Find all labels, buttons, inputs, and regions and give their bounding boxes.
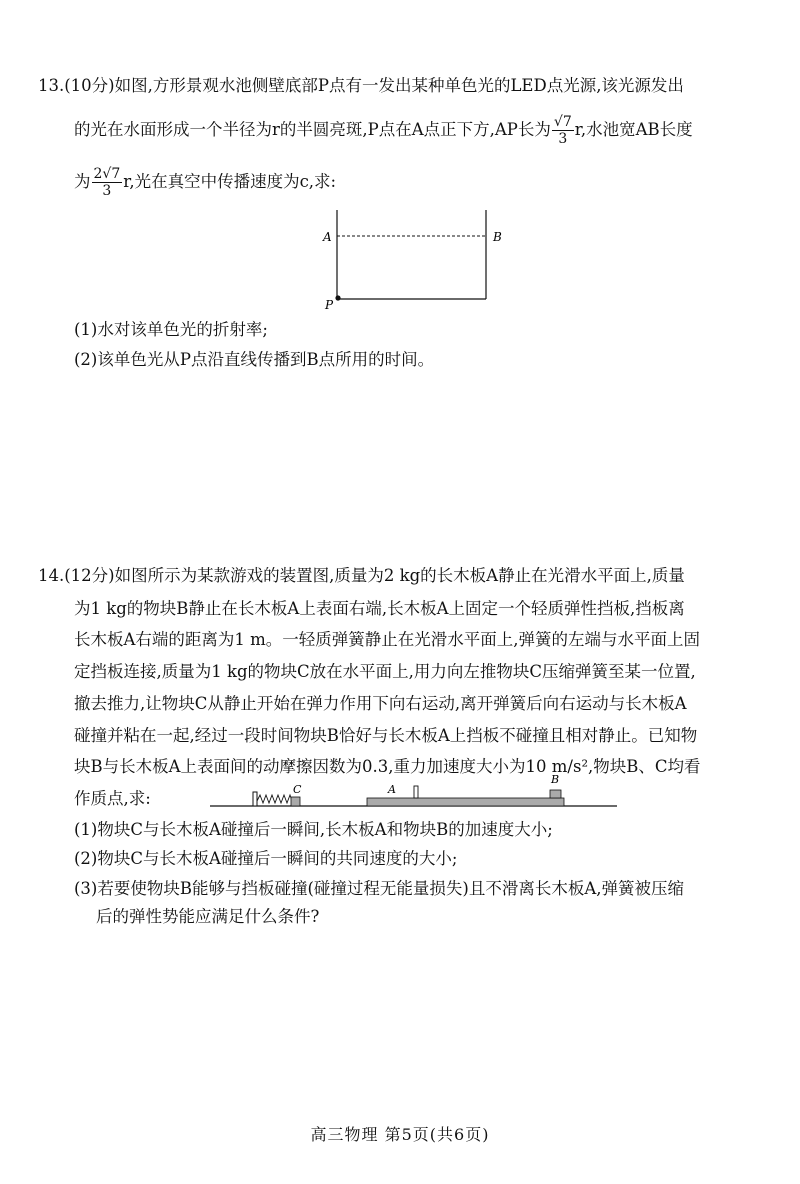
q14-line-3: 长木板A右端的距离为1 m。一轻质弹簧静止在光滑水平面上,弹簧的左端与水平面上固 xyxy=(74,630,701,649)
pool-label-b: B xyxy=(493,230,502,244)
q14-device-figure xyxy=(205,770,625,812)
block-c xyxy=(291,797,300,806)
spring xyxy=(257,795,292,803)
q13-fraction-ap xyxy=(552,114,574,147)
q13-line-1: 13.(10分)如图,方形景观水池侧壁底部P点有一发出某种单色光的LED点光源,该光源发出 xyxy=(38,76,684,95)
pool-label-a: A xyxy=(323,230,332,244)
q14-line-8: 作质点,求: xyxy=(74,789,151,808)
q14-sub-3b: 后的弹性势能应满足什么条件? xyxy=(96,907,320,926)
q14-line-7: 块B与长木板A上表面间的动摩擦因数为0.3,重力加速度大小为10 m/s²,物块B、C均看 xyxy=(74,757,701,776)
q14-sub-2: (2)物块C与长木板A碰撞后一瞬间的共同速度的大小; xyxy=(74,849,458,868)
q13-fraction-ab-num: 2√7 xyxy=(93,166,121,182)
q13-pool-figure xyxy=(310,205,510,315)
q14-line-5: 撤去推力,让物块C从静止开始在弹力作用下向右运动,离开弹簧后向右运动与长木板A xyxy=(74,694,687,713)
q13-line-2b: r,水池宽AB长度 xyxy=(574,120,693,139)
q13-line-3 xyxy=(74,166,336,199)
page-footer: 高三物理 第5页(共6页) xyxy=(310,1125,490,1144)
device-label-a: A xyxy=(388,783,396,796)
q13-line-2 xyxy=(74,114,693,147)
q13-fraction-ap-num: √7 xyxy=(553,114,572,130)
q13-fraction-ab xyxy=(92,166,123,199)
q13-sub-1: (1)水对该单色光的折射率; xyxy=(74,320,268,339)
pool-label-p: P xyxy=(325,298,334,312)
q13-line-3b: r,光在真空中传播速度为c,求: xyxy=(123,172,337,191)
device-label-b: B xyxy=(551,773,560,786)
q13-line-2a: 的光在水面形成一个半径为r的半圆亮斑,P点在A点正下方,AP长为 xyxy=(74,120,551,139)
q14-sub-3a: (3)若要使物块B能够与挡板碰撞(碰撞过程无能量损失)且不滑离长木板A,弹簧被压缩 xyxy=(74,879,685,898)
q14-line-1: 14.(12分)如图所示为某款游戏的装置图,质量为2 kg的长木板A静止在光滑水平面上,质量 xyxy=(38,566,685,585)
q14-line-6: 碰撞并粘在一起,经过一段时间物块B恰好与长木板A上挡板不碰撞且相对静止。已知物 xyxy=(74,726,698,745)
q14-line-2: 为1 kg的物块B静止在长木板A上表面右端,长木板A上固定一个轻质弹性挡板,挡板离 xyxy=(74,599,685,618)
device-label-c: C xyxy=(293,783,302,796)
q13-line-3a: 为 xyxy=(74,172,91,191)
fixed-stop xyxy=(253,792,257,806)
elastic-baffle xyxy=(414,786,418,798)
long-board-a xyxy=(367,798,564,806)
q14-line-4: 定挡板连接,质量为1 kg的物块C放在水平面上,用力向左推物块C压缩弹簧至某一位置, xyxy=(74,662,696,681)
q13-fraction-ab-den: 3 xyxy=(102,183,112,199)
q13-fraction-ap-den: 3 xyxy=(558,131,568,147)
block-b xyxy=(550,790,561,798)
q13-sub-2: (2)该单色光从P点沿直线传播到B点所用的时间。 xyxy=(74,350,435,369)
q14-sub-1: (1)物块C与长木板A碰撞后一瞬间,长木板A和物块B的加速度大小; xyxy=(74,820,553,839)
light-source-p xyxy=(335,295,340,300)
